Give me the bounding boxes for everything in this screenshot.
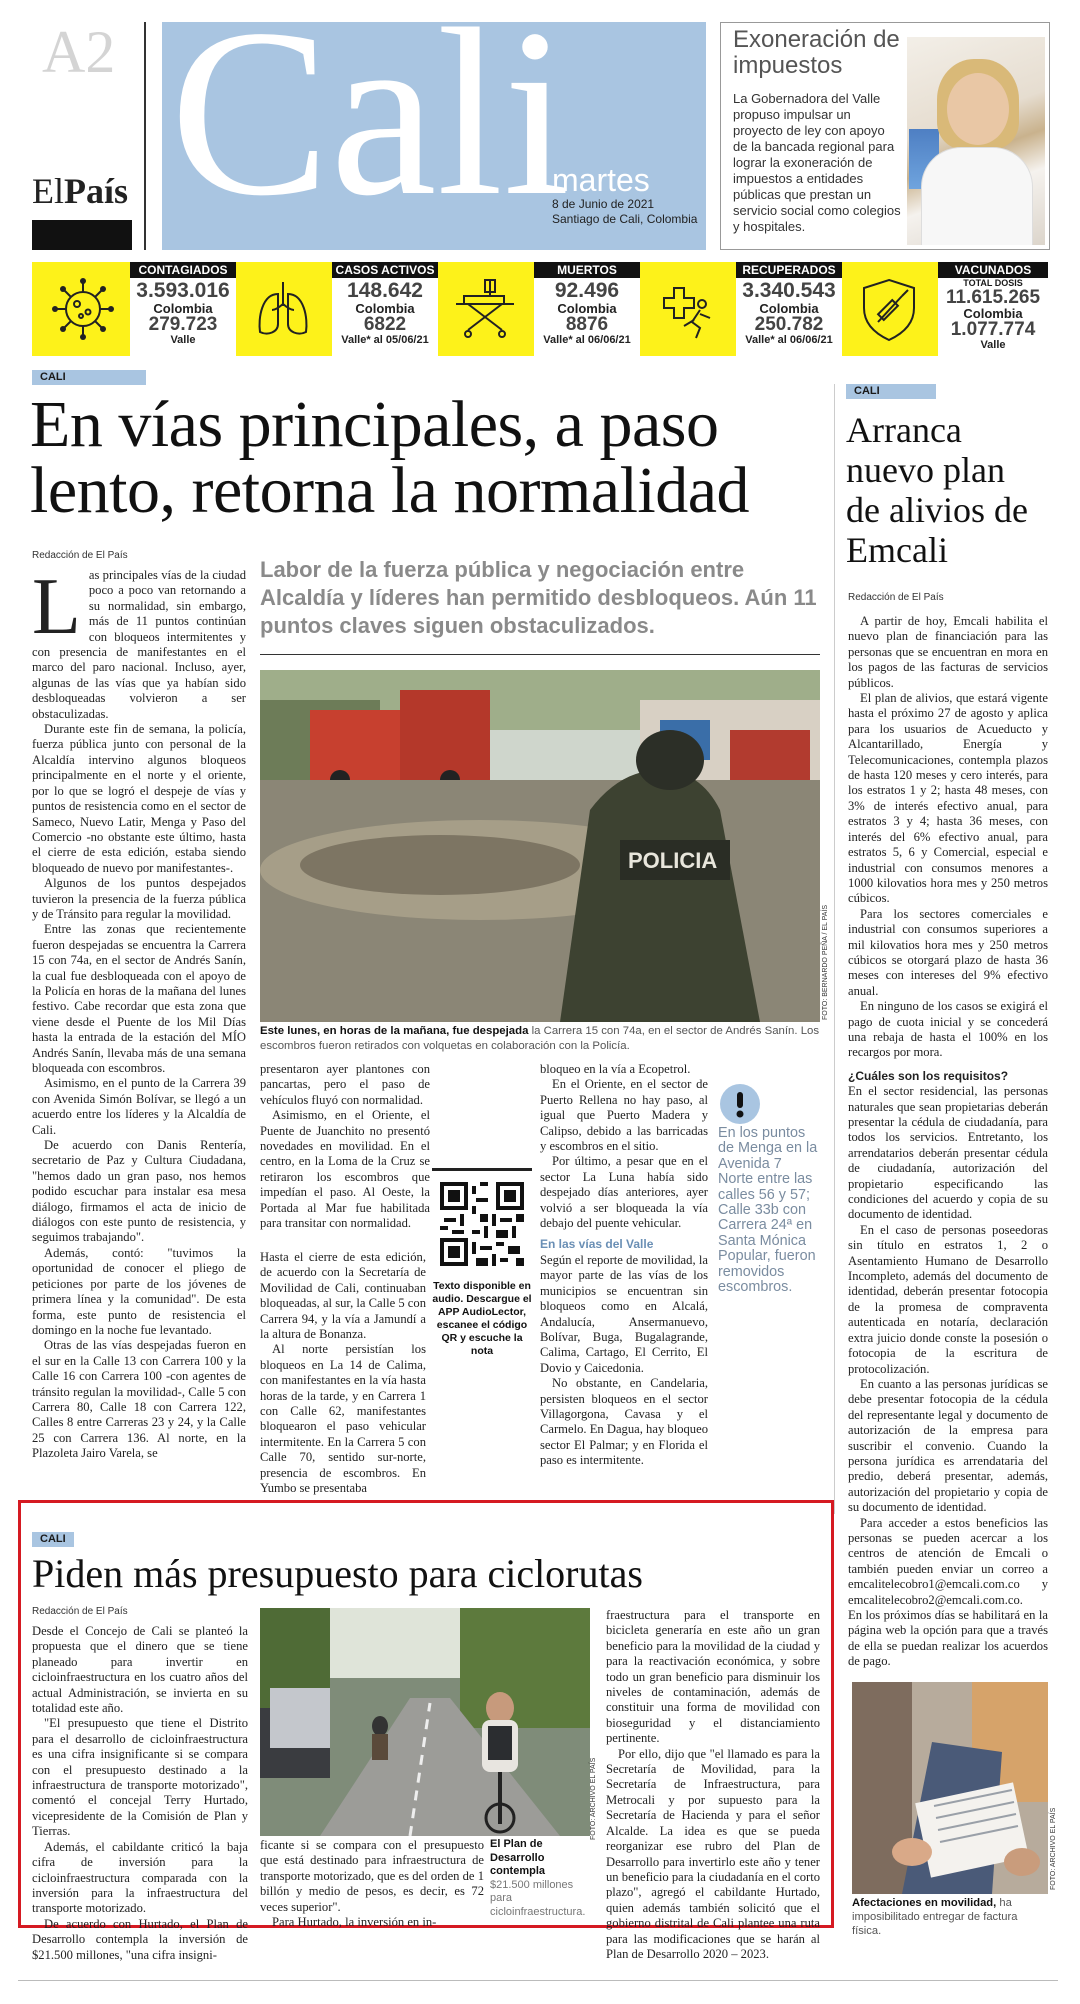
paragraph: Algunos de los puntos despejados tuvieron la presencia de la fuerza pública y de Tránsito para regular la movilidad. [32,876,246,921]
bike-photo[interactable] [260,1608,590,1836]
main-byline: Redacción de El País [32,550,128,561]
paragraph: Durante este fin de semana, la policía, fuerza pública junto con personal de la Alcaldía intervino algunos bloqueos principalmente en el norte y el oriente, por lo que se logró el despeje de vías y puntos de resistencia como en el sector de Sameco, Nuevo Latir, Menga y Paso del Comercio -no obstante este último, hasta el cierre de esta edición, estaba siendo bloqueado de nuevo por manifestantes-. [32,722,246,875]
teaser-text: La Gobernadora del Valle propuso impulsar un proyecto de ley con apoyo de la bancada regional para lograr la exoneración de impuestos a entidades públicas que prestan un servicio social como colegios y hospitales. [733,91,901,234]
stat-recuperados [736,262,842,356]
paragraph: En el caso de personas poseedoras sin título en estratos 1, 2 o Asentamiento Humano de Desarrollo Incompleto, además del documento de identidad, deberán presentar fotocopia de la promesa de compraventa autenticada en notaría, declaración extra juicio donde conste la posesión o fotocopia de la escritura de protocolización. [848,1222,1048,1376]
paragraph: De acuerdo con Hurtado, el Plan de Desarrollo contempla la inversión de $21.500 millones, "una cifra insigni- [32,1916,248,1962]
stat-note: Valle* al 06/06/21 [543,334,631,346]
bike-headline[interactable]: Piden más presupuesto para ciclorutas [32,1551,643,1596]
paragraph: A partir de hoy, Emcali habilita el nuevo plan de financiación para las personas que se encuentran en mora en los pagos de las facturas de servicios públicos. [848,614,1048,690]
stretcher-icon [442,268,528,350]
stat-regional-label: Valle [170,334,196,346]
photo-badge-text: POLICIA [628,848,718,873]
bike-column-1 [32,1624,248,1963]
stat-regional-value: 8876 [565,314,609,335]
paragraph: Otras de las vías despejadas fueron en el sur en la Calle 13 con Carrera 100 y la Calle 16 con Carrera 100 -con agentes de tránsito regulan la movilidad-, Calle 5 con Carrera 80, Calle 18 con Carrera 122, Calles 8 entre Carreras 23 y 24, y la Calle 25 con Carrera 136. Al norte, en la Plazoleta Jairo Varela, se [32,1338,246,1461]
main-subhead: Labor de la fuerza pública y negociación entre Alcaldía y líderes han permitido desbloqueos. Aún 11 puntos claves siguen obstaculizados. [260,557,817,638]
brand-light: El [32,171,64,211]
stat-label: VACUNADOS [938,262,1048,278]
paragraph: ficante si se compara con el presupuesto que está destinado para infraestructura de transporte motorizado, que es del orden de 1 billón y medio de pesos, es decir, es 72 veces superior". [260,1838,484,1914]
paragraph: De acuerdo con Danis Rentería, secretario de Paz y Cultura Ciudadana, "hemos dado un gran paso, nos hemos podido escuchar para instalar esa mesa diálogo, firmamos el acta de inicio de diálogos con este punto de resistencia, y seguimos trabajando". [32,1138,246,1245]
paragraph: presentaron ayer plantones con pancartas, pero el paso de vehículos fluyó con normalidad. [260,1062,430,1107]
stat-national-value: 3.340.543 [742,279,836,302]
paragraph: En los próximos días se habilitará en la página web la opción para que a través de ella se puedan realizar los acuerdos de pago. [848,1608,1048,1669]
paragraph: Entre las zonas que recientemente fueron despejadas se encuentra la Carrera 15 con 74a, en el sector de Andrés Sanín, la cual fue desbloqueada con el apoyo de la Policía en horas de la mañana del lunes festivo. Cabe recordar que esta zona que viene desde el Puente de los Mil Días hasta la entrada de la estación del MÍO Andrés Sanín, llevaba más de una semana bloqueada con escombros. [32,922,246,1075]
caption-lead: Este lunes, en horas de la mañana, fue despejada [260,1025,529,1037]
paragraph: Desde el Concejo de Cali se planteó la propuesta que el dinero que se tiene planeado para invertir en cicloinfraestructura en los cuatro años del actual Administración, se invierta en su totalidad este año. [32,1624,248,1716]
caption-lead: Afectaciones en movilidad, [852,1897,997,1909]
section-masthead [162,22,706,250]
paragraph: Al norte persistían los bloqueos en La 14 de Calima, con manifestantes en la vía hasta horas de la tarde, y en Carrera 1 con Calle 62, manifestantes bloquearon el paso vehicular intermitente. En la Carrera 5 con Calle 70, sentido sur-norte, presencia de escombros. En Yumbo se presentaba [260,1342,426,1496]
subhead-rule [260,654,820,655]
side-body [848,614,1048,1670]
date: 8 de Junio de 2021 [552,197,655,211]
stat-regional-value: 1.077.774 [950,319,1036,340]
stat-casos-activos [332,262,438,356]
stat-regional-value: 279.723 [148,314,218,335]
main-column-3 [540,1062,708,1469]
bike-column-3 [606,1608,820,1962]
stat-sublabel: TOTAL DOSIS [963,278,1023,288]
paragraph: Para los sectores comerciales e industrial con consumos superiores a mil kilovatios hora mes y 250 metros cúbicos se otorgará plazo de hasta 36 meses con intereses del 9% efectivo anual. [848,906,1048,998]
paragraph: fraestructura para el transporte en bicicleta generaría en este año un gran beneficio para la movilidad de la ciudad y para la reactivación económica, y sobre todo un gran beneficio para disminuir los niveles de contaminación, además de constituir una forma de movilidad con bioseguridad y el distanciamiento pertinente. [606,1608,820,1746]
caption-lead: El Plan de Desarrollo contempla [490,1838,546,1877]
caption-text: $21.500 millones para cicloinfraestructura. [490,1878,586,1918]
stat-muertos [534,262,640,356]
stat-contagiados [130,262,236,356]
bike-byline: Redacción de El País [32,1606,128,1617]
paragraph: En el Oriente, en el sector de Puerto Rellena no hay paso, al igual que Puerto Madera y Calipso, debido a las barricadas y escombros en el sitio. [540,1077,708,1154]
main-column-1 [32,563,246,1462]
paragraph: Según el reporte de movilidad, la mayor parte de las vías de los municipios se encuentran sin bloqueos como en Alcalá, Andalucía, Ansermanuevo, Bolívar, Buga, Bugalagrande, Calima, Cartago, El Cerrito, El Dovio y Caicedonia. [540,1252,708,1375]
masthead-divider [144,22,146,250]
main-photo[interactable] [260,670,820,1022]
main-column-2a [260,1062,430,1231]
virus-icon [40,268,126,350]
paragraph: Por último, a pesar que en el sector La Luna había sido despejado días anteriores, ayer volvió a ser bloqueada la vía debajo del puente vehicular. [540,1154,708,1231]
photo-credit: FOTO: ARCHIVO EL PAÍS [590,1757,597,1840]
stat-national-label: Colombia [153,301,213,316]
stat-label: MUERTOS [534,262,640,278]
stat-national-label: Colombia [355,301,415,316]
paragraph: El plan de alivios, que estará vigente hasta el próximo 27 de agosto y aplica para los usuarios de Acueducto y Alcantarillado, Energía y Telecomunicaciones, contempla plazos de hasta 120 meses y cero interés, para los estratos 1 y 2; hasta 48 meses, con 3% de interés efectivo anual, para estratos 3 y 4; hasta 36 meses, con interés del 6% efectivo anual, para estratos 5, 6 y Comercial, especial e industrial con consumos menores a 1000 kilovatios hora mes y 250 metros cúbicos. [848,691,1048,906]
stat-note: Valle* al 05/06/21 [341,334,429,346]
vaccine-shield-icon [846,268,932,350]
paragraph: Asimismo, en el punto de la Carrera 39 con Avenida Simón Bolívar, se llegó a un acuerdo entre los líderes y la Alcaldía de Cali. [32,1076,246,1137]
stat-national-label: Colombia [759,301,819,316]
paragraph: Hasta el cierre de esta edición, de acuerdo con la Secretaría de Movilidad de Cali, continuaban bloqueadas, al sur, la Calle 5 con Carrera 94, y la vía a Jamundí a la altura de Bonanza. [260,1250,426,1342]
paragraph: No obstante, en Candelaria, persisten bloqueos en el sector Villagorgona, Cavasa y el Carmelo. En Dagua, hay bloqueo sector El Palmar; y en Florida el paso es intermitente. [540,1376,708,1468]
lungs-icon [240,268,326,350]
stat-regional-value: 6822 [363,314,407,335]
stat-label: CONTAGIADOS [130,262,236,278]
photo-credit: FOTO: BERNARDO PEÑA / EL PAÍS [822,904,829,1020]
place: Santiago de Cali, Colombia [552,212,698,226]
paragraph: Para Hurtado, la inversión en in- [272,1915,437,1930]
bike-photo-illustration [260,1608,590,1836]
alert-text: En los puntos de Menga en la Avenida 7 Norte entre las calles 56 y 57; Calle 33b con Carrera 24ª en Santa Mónica Popular, fueron removidos escombros. [718,1125,818,1296]
paragraph: as principales vías de la ciudad poco a poco van retornando a su normalidad, sin embargo, más de 11 puntos continúan con bloqueos intermitentes y con presencia de manifestantes en el marco del paro nacional. Incluso, ayer, algunas de las vías que ya habían sido desbloqueadas volvieron a ser obstaculizadas. [32,568,246,721]
stat-label: CASOS ACTIVOS [332,262,438,278]
stat-national-label: Colombia [963,306,1023,321]
paragraph: En el sector residencial, las personas naturales que sean propietarias deberán presentar la cédula de ciudadanía, para todos los servicios. Entretanto, los arrendatarios deberán presentar cédula de ciudadanía, autorización del propietario especificando las condiciones del acuerdo y copia de su documento de identidad. [848,1084,1048,1222]
teaser-title: Exoneración de impuestos [733,26,900,79]
paragraph: En ninguno de los casos se exigirá el pago de cuota inicial y se concederá una rebaja de hasta el 100% en los recargos por mora. [848,999,1048,1060]
dateline [552,197,697,227]
stat-national-value: 3.593.016 [136,279,230,302]
stat-label: RECUPERADOS [736,262,842,278]
section-tag: CALI [846,384,936,399]
main-column-2b [260,1250,426,1497]
stat-vacunados [938,262,1048,356]
teaser-box[interactable] [720,22,1050,250]
side-subtitle: ¿Cuáles son los requisitos? [848,1068,1009,1083]
brand-bar [32,220,132,250]
teaser-photo [907,37,1045,245]
side-photo-caption [852,1896,1048,1938]
qr-code-icon[interactable] [432,1170,532,1278]
side-photo[interactable] [852,1682,1048,1894]
caption-text: la Carrera 15 con 74a, en el sector de Andrés Sanín. Los escombros fueron retirados con volquetas en colaboración con la Policía. [260,1025,820,1052]
stat-note: Valle* al 06/06/21 [745,334,833,346]
stat-regional-label: Valle [980,339,1006,351]
covid-stats-bar [32,262,1048,356]
side-photo-illustration [852,1682,1048,1894]
stat-national-value: 11.615.265 [945,287,1041,308]
stat-regional-value: 250.782 [754,314,824,335]
stat-national-label: Colombia [557,301,617,316]
column-divider [834,384,835,1514]
qr-instructions: Texto disponible en audio. Descargue el APP AudioLector, escanee el código QR y escuche la nota [432,1280,532,1357]
main-photo-caption [260,1024,820,1054]
page-number: A2 [42,19,116,85]
caption-text: ha imposibilitado entregar de factura física. [852,1897,1018,1937]
section-tag: CALI [32,1532,74,1547]
paragraph: En cuanto a las personas jurídicas se debe presentar fotocopia de la cédula del representante legal y documento de autorización de la empresa para suscribir el convenio. Cuando la persona jurídica es arrendataria del predio, deberá presentar, además, autorización del propietario y copia de su documento de identidad. [848,1376,1048,1515]
paragraph: Además, contó: "tuvimos la oportunidad de conocer el pliego de peticiones por parte de los jóvenes de primera línea y la comunidad". De esta forma, este punto de resistencia el domingo en la noche fue levantado. [32,1245,246,1337]
bike-column-2 [260,1838,484,1930]
stat-national-value: 92.496 [554,279,620,302]
side-headline[interactable]: Arranca nuevo plan de alivios de Emcali [846,410,1028,570]
main-photo-illustration [260,670,820,1022]
exclamation-icon [720,1084,760,1124]
paragraph: bloqueo en la vía a Ecopetrol. [540,1062,691,1076]
paragraph: "El presupuesto que tiene el Distrito para el desarrollo de cicloinfraestructura es una cifra insignificante si se compara con el presupuesto destinado a la infraestructura de transporte motorizado", comentó el concejal Terry Hurtado, vicepresidente de la Comisión de Plan y Tierras. [32,1716,248,1839]
stat-national-value: 148.642 [347,279,423,302]
paragraph: Para acceder a estos beneficios las personas se pueden acercar a los centros de atención de Emcali o también pueden enviar un correo a emcalitelecobro1@emcali.com.co y emcalitelecobro2@emcali.com.co. [848,1515,1048,1607]
paragraph: Asimismo, en el Oriente, el Puente de Juanchito no presentó novedades en movilidad. En el centro, en la Loma de la Cruz se retiraron los escombros que impedían el paso. Al Oeste, la Portada al Mar fue habilitada para transitar con normalidad. [260,1108,430,1231]
day-name: martes [552,162,650,198]
paragraph: Por ello, dijo que "el llamado es para la Secretaría de Movilidad, para la Secretaría de Infraestructura, para Metrocali y por supuesto para la Secretaría de Hacienda y para el señor Alcalde. La idea es que se pueda reorganizar ese rubro del Plan de Desarrollo para invertirlo este año y tener un beneficio para la ciudadanía en el corto plazo", agregó el cabildante Hurtado, quien además también solicitó que el gobierno distrital de Cali plantee una ruta para las modificaciones que se harán al Plan de Desarrollo 2020 – 2023. [606,1746,820,1961]
subsection-title: En las vías del Valle [540,1237,654,1252]
dropcap: L [32,563,81,651]
main-headline[interactable]: En vías principales, a paso lento, retorna la normalidad [30,388,750,527]
running-cross-icon [644,268,730,350]
photo-credit: FOTO: ARCHIVO EL PAÍS [1050,1807,1057,1890]
side-byline: Redacción de El País [848,592,944,603]
page-bottom-rule [18,1980,1058,1981]
brand-logo [32,170,128,212]
section-tag: CALI [32,370,146,385]
section-title: Cali [170,22,570,245]
bike-photo-caption [490,1838,586,1919]
paragraph: Además, el cabildante criticó la baja cifra de inversión para la cicloinfraestructura comparada con la inversión para la infraestructura del transporte motorizado. [32,1839,248,1916]
brand-bold: País [64,171,129,211]
